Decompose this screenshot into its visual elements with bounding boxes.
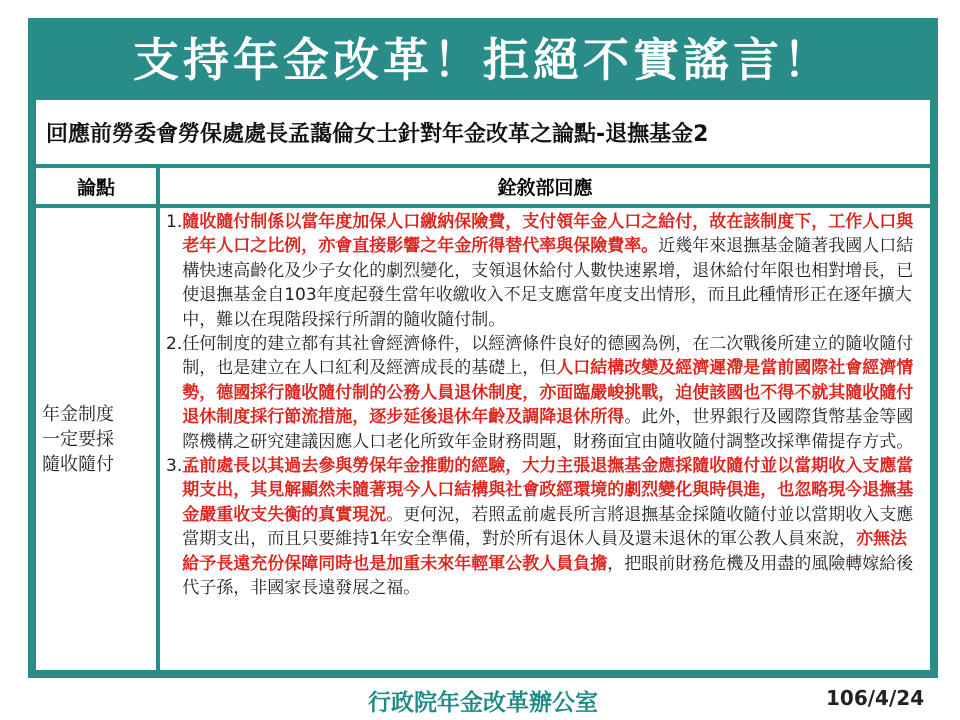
footer-date: 106/4/24: [826, 686, 925, 710]
response-item-2: [166, 332, 920, 454]
plain-text: 。此外，世界銀行及國際貨幣基金等國際機構之研究建議因應人口老化所致年金財務問題，財務面宜由隨收隨付調整改採準備提存方式。: [182, 407, 914, 452]
highlighted-text: 人口結構改變及經濟遲滯是當前國際社會經濟情勢，德國採行隨收隨付制的公務人員退休制度，亦面臨嚴峻挑戰，迫使該國也不得不就其隨收隨付退休制度採行節流措施，逐步延後退休年齡及調降退休所得: [182, 358, 914, 428]
item-number: 2.: [166, 334, 183, 355]
plain-text: 。更何況，若照孟前處長所言將退撫基金採隨收隨付並以當期收入支應當期支出，而且只要維持1年安全準備，對於所有退休人員及還未退休的軍公教人員來說，: [182, 504, 914, 550]
highlighted-text: 亦無法給予長遠充份保障同時也是加重未來年輕軍公教人員負擔: [182, 529, 908, 574]
plain-text: ，把眼前財務危機及用盡的風險轉嫁給後代子孫，非國家長遠發展之福。: [182, 553, 914, 599]
response-cell: [160, 208, 930, 670]
item-text: [182, 454, 920, 600]
item-number: 3.: [166, 456, 183, 477]
footer-office: 行政院年金改革辦公室: [368, 690, 598, 716]
header-response: 銓敘部回應: [160, 168, 930, 204]
plain-text: 近幾年來退撫基金隨著我國人口結構快速高齡化及少子女化的劇烈變化，支領退休給付人數快速累增，退休給付年限也相對增長，已使退撫基金自103年度起發生當年收繳收入不足支應當年度支出情形，而且此種情形正在逐年擴大中，難以在現階段採行所謂的隨收隨付制。: [182, 236, 914, 330]
topic-cell: [36, 208, 156, 670]
slide-frame: [28, 18, 938, 678]
highlighted-text: 孟前處長以其過去參與勞保年金推動的經驗，大力主張退撫基金應採隨收隨付並以當期收入支應當期支出，其見解顯然未隨著現今人口結構與社會政經環境的劇烈變化與時俱進，也忽略現今退撫基金嚴重收支失衡的真實現況: [182, 456, 914, 525]
topic-text: 年金制度一定要採隨收隨付: [42, 403, 114, 475]
table-header: [36, 168, 930, 204]
subtitle: 回應前勞委會勞保處處長孟藹倫女士針對年金改革之論點-退撫基金2: [36, 100, 930, 164]
item-text: [182, 210, 920, 332]
banner-title: 支持年金改革！拒絕不實謠言！: [133, 33, 833, 87]
item-number: 1.: [166, 212, 183, 232]
plain-text: 任何制度的建立都有其社會經濟條件，以經濟條件良好的德國為例，在二次戰後所建立的隨收隨付制，也是建立在人口紅利及經濟成長的基礎上，但: [182, 334, 914, 379]
table-body: [36, 208, 930, 670]
response-item-1: [166, 210, 920, 332]
item-text: [182, 332, 920, 454]
response-item-3: [166, 454, 920, 600]
header-point: 論點: [36, 168, 156, 204]
highlighted-text: 隨收隨付制係以當年度加保人口繳納保險費，支付領年金人口之給付，故在該制度下，工作人口與老年人口之比例，亦會直接影響之年金所得替代率與保險費率。: [182, 212, 914, 257]
